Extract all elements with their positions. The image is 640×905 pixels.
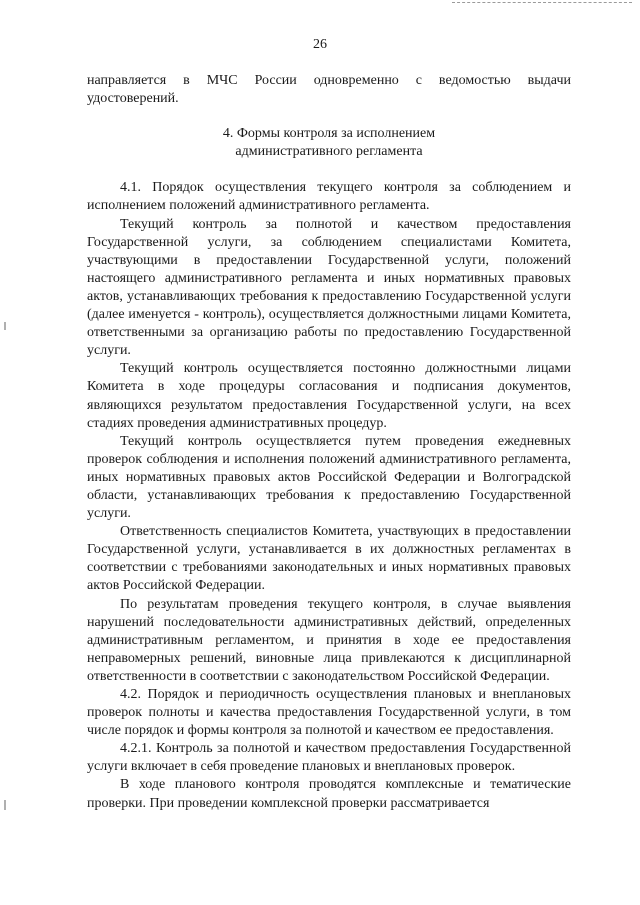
section-heading-line-2: административного регламента: [235, 144, 423, 160]
scan-margin-mark: [4, 322, 6, 330]
paragraph-current-control-constant: Текущий контроль осуществляется постоянно должностными лицами Комитета в ходе процедуры согласования и подписания документов, являющихся результатом предоставления Государственной услуги, на всех стадиях проведения административных процедур.: [87, 361, 571, 431]
top-edge-rule: [452, 2, 632, 3]
paragraph-responsibility: Ответственность специалистов Комитета, участвующих в предоставлении Государственной услуги, устанавливается в их должностных регламентах в соответствии с требованиями законодательных и иных нормативных правовых актов Российской Федерации.: [87, 524, 571, 594]
page-number: 26: [313, 37, 327, 52]
continuation-paragraph: направляется в МЧС России одновременно с ведомостью выдачи удостоверений.: [87, 73, 571, 107]
section-heading-line-1: 4. Формы контроля за исполнением: [222, 126, 436, 142]
paragraph-4-2: 4.2. Порядок и периодичность осуществления плановых и внеплановых проверок полноты и качества предоставления Государственной услуги, в том числе порядок и формы контроля за полнотой и качеством ее предоставления.: [87, 687, 571, 739]
section-heading: [87, 125, 571, 161]
paragraph-4-2-1: 4.2.1. Контроль за полнотой и качеством предоставления Государственной услуги включает в себя проведение плановых и внеплановых проверок.: [87, 741, 571, 775]
paragraph-daily-checks: Текущий контроль осуществляется путем проведения ежедневных проверок соблюдения и исполнения положений административного регламента, иных нормативных правовых актов Российской Федерации и Волгоградской области, устанавливающих требования к предоставлению Государственной услуги.: [87, 433, 571, 522]
paragraph-violations: По результатам проведения текущего контроля, в случае выявления нарушений последовательности административных действий, определенных административным регламентом, и принятия в ходе ее предоставления неправомерных решений, виновные лица привлекаются к дисциплинарной ответственности в соответствии с законодательством Российской Федерации.: [87, 596, 571, 684]
document-body: [87, 72, 571, 813]
scan-margin-mark: [4, 800, 6, 810]
paragraph-planned-control: В ходе планового контроля проводятся комплексные и тематические проверки. При проведении комплексной проверки рассматривается: [87, 777, 571, 811]
paragraph-4-1: 4.1. Порядок осуществления текущего контроля за соблюдением и исполнением положений административного регламента.: [87, 180, 571, 214]
paragraph-current-control-scope: Текущий контроль за полнотой и качеством предоставления Государственной услуги, за соблюдением специалистами Комитета, участвующими в предоставлении Государственной услуги, положений настоящего административного регламента и иных нормативных правовых актов, устанавливающих требования к предоставлению Государственной услуги (далее именуется - контроль), осуществляется должностными лицами Комитета, ответственными за организацию работы по предоставлению Государственной услуги.: [87, 216, 571, 359]
